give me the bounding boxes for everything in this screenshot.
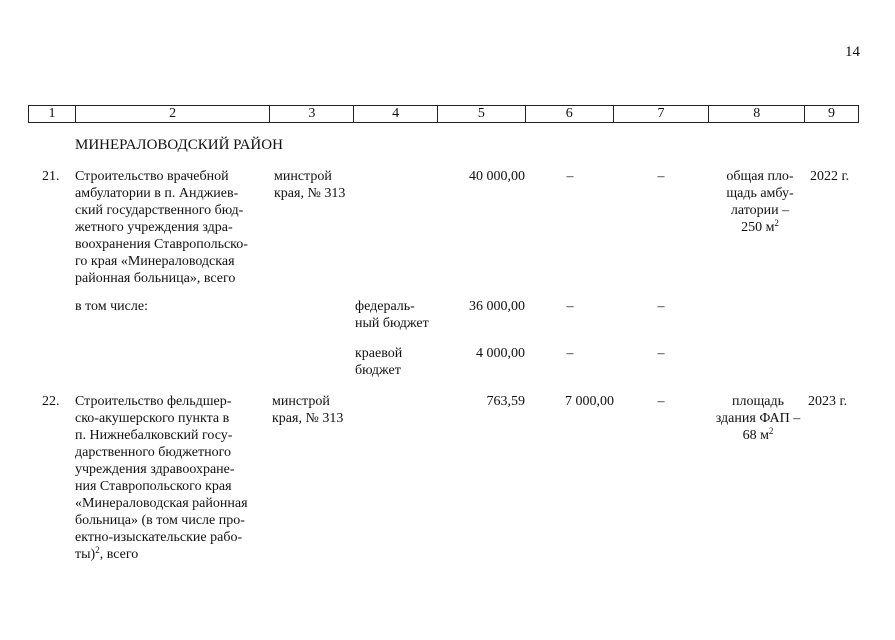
table-header-row	[28, 105, 859, 123]
agency-line: края, № 313	[272, 411, 344, 426]
result-text: 250 м	[741, 220, 775, 235]
header-col-7: 7	[614, 106, 710, 122]
name-line: жетного учреждения здра-	[75, 220, 233, 235]
sub-regional-amount: 4 000,00	[476, 346, 525, 361]
result-line: латории –	[730, 203, 790, 218]
agency-line: минстрой	[274, 169, 332, 184]
sub-federal-col6: –	[566, 299, 574, 314]
sub-regional-col7: –	[657, 346, 665, 361]
header-col-3: 3	[270, 106, 354, 122]
row-22-year: 2023 г.	[808, 394, 848, 409]
row-22-amount: 763,59	[486, 394, 525, 409]
row-21-agency	[274, 168, 345, 202]
header-col-8: 8	[709, 106, 805, 122]
sub-regional-col6: –	[566, 346, 574, 361]
name-line: ектно-изыскательские рабо-	[75, 530, 243, 545]
header-col-5: 5	[438, 106, 526, 122]
row-21-name	[75, 168, 262, 287]
name-line: больница» (в том числе про-	[75, 513, 245, 528]
name-tail: , всего	[99, 547, 139, 562]
result-line	[712, 219, 808, 236]
name-line: Строительство фельдшер-	[75, 394, 232, 409]
agency-line: минстрой	[272, 394, 330, 409]
section-title: МИНЕРАЛОВОДСКИЙ РАЙОН	[75, 137, 283, 153]
name-line: ский государственного бюд-	[75, 203, 244, 218]
sub-federal-col7: –	[657, 299, 665, 314]
sub-source-regional	[355, 345, 402, 379]
row-21-amount: 40 000,00	[469, 169, 525, 184]
row-21-col6: –	[566, 169, 574, 184]
header-col-1: 1	[29, 106, 76, 122]
in-total-label: в том числе:	[75, 299, 148, 314]
row-22-agency	[272, 393, 343, 427]
name-line: учреждения здравоохране-	[75, 462, 235, 477]
sub-source-federal	[355, 298, 429, 332]
header-col-4: 4	[354, 106, 438, 122]
row-21-number: 21.	[42, 169, 60, 184]
name-line: районная больница», всего	[75, 271, 236, 286]
superscript: 2	[774, 218, 779, 228]
name-line: п. Нижнебалковский госу-	[75, 428, 233, 443]
row-21-col7: –	[657, 169, 665, 184]
source-line: федераль-	[355, 299, 415, 314]
header-col-6: 6	[526, 106, 614, 122]
name-line	[75, 546, 262, 563]
row-22-col6: 7 000,00	[565, 394, 614, 409]
name-line: дарственного бюджетного	[75, 445, 231, 460]
row-21-year: 2022 г.	[810, 169, 850, 184]
header-col-9: 9	[828, 106, 836, 121]
page-number: 14	[845, 44, 860, 60]
source-line: краевой	[355, 346, 403, 361]
superscript: 2	[768, 426, 774, 436]
row-22-col7: –	[657, 394, 665, 409]
name-text: ты)	[75, 547, 96, 562]
name-line: Строительство врачебной	[75, 169, 229, 184]
name-line: воохранения Ставропольско-	[75, 237, 248, 252]
name-line: го края «Минераловодская	[75, 254, 235, 269]
source-line: ный бюджет	[355, 316, 429, 331]
result-line: площадь	[732, 394, 784, 409]
result-line: общая пло-	[726, 169, 794, 184]
name-line: амбулатории в п. Анджиев-	[75, 186, 239, 201]
sub-federal-amount: 36 000,00	[469, 299, 525, 314]
row-21-result	[712, 168, 808, 236]
name-line: ния Ставропольского края	[75, 479, 232, 494]
row-22-name	[75, 393, 262, 563]
name-line: ско-акушерского пункта в	[75, 411, 230, 426]
result-line	[708, 427, 808, 444]
result-line: щадь амбу-	[726, 186, 794, 201]
result-line: здания ФАП –	[715, 411, 801, 426]
source-line: бюджет	[355, 363, 401, 378]
footnote-marker: 2	[95, 545, 100, 555]
agency-line: края, № 313	[274, 186, 346, 201]
name-line: «Минераловодская районная	[75, 496, 248, 511]
header-col-2: 2	[76, 106, 271, 122]
result-text: 68 м	[742, 428, 769, 443]
row-22-result	[708, 393, 808, 444]
row-22-number: 22.	[42, 394, 60, 409]
